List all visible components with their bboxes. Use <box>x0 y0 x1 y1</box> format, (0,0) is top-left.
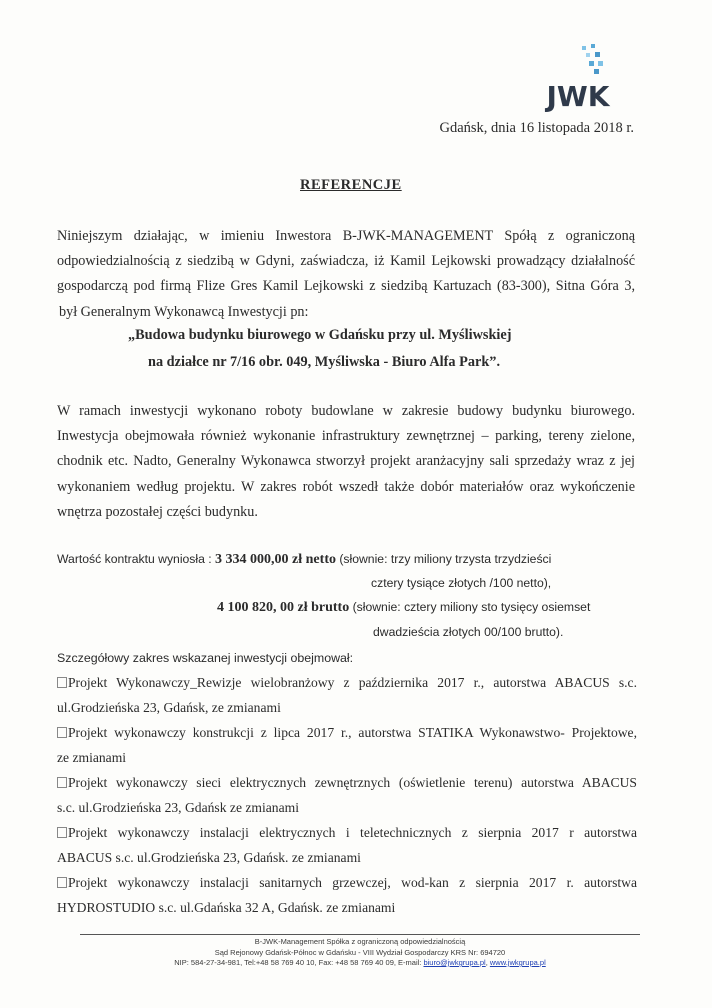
list-item <box>57 870 637 920</box>
net-words-1: (słownie: trzy miliony trzysta trzydzieści <box>335 552 552 566</box>
list-item-line: ul.Grodzieńska 23, Gdańsk, ze zmianami <box>57 700 281 715</box>
scope-line: chodnik etc. Nadto, Generalny Wykonawca stworzył projekt aranżacyjny sali sprzedaży wraz z jej <box>57 453 635 470</box>
list-item-line: ABACUS s.c. ul.Grodzieńska 23, Gdańsk. ze zmianami <box>57 850 361 865</box>
list-item-line: Projekt wykonawczy instalacji sanitarnych grzewczej, wod-kan z sierpnia 2017 r. autorstwa <box>68 875 637 890</box>
footer-contact-text: NIP: 584-27-34-981, Tel:+48 58 769 40 10, Fax: +48 58 769 40 09, E-mail: <box>174 958 424 967</box>
checkbox-bullet-icon <box>57 877 67 888</box>
list-item-line: Projekt Wykonawczy_Rewizje wielobranżowy z października 2017 r., autorstwa ABACUS s.c. <box>68 675 637 690</box>
intro-line: Niniejszym działając, w imieniu Inwestora B-JWK-MANAGEMENT Spółą z ograniczoną <box>57 228 635 244</box>
scope-line: wnętrza pozostałej części budynku. <box>57 503 258 520</box>
list-item <box>57 820 637 870</box>
company-logo <box>538 42 618 114</box>
list-item <box>57 770 637 820</box>
list-item <box>57 670 637 720</box>
net-amount: 3 334 000,00 zł netto <box>215 552 336 567</box>
logo-text: JWK <box>546 80 610 113</box>
intro-line: gospodarczą pod firmą Flize Gres Kamil Lejkowski z siedzibą Kartuzach (83-300), Sitna Góra 3, <box>57 278 635 295</box>
footer-email-link[interactable]: biuro@jwkgrupa.pl <box>423 958 486 967</box>
footer-website-link[interactable]: www.jwkgrupa.pl <box>489 958 546 967</box>
investment-name-line-2: na działce nr 7/16 obr. 049, Myśliwska - Biuro Alfa Park”. <box>148 354 501 370</box>
list-item-line: ze zmianami <box>57 750 127 765</box>
scope-line: Inwestycja obejmowała również wykonanie infrastruktury zewnętrznej – parking, tereny zielone, <box>57 428 635 445</box>
footer-court: Sąd Rejonowy Gdańsk-Północ w Gdańsku - VIII Wydział Gospodarczy KRS Nr: 694720 <box>214 947 506 957</box>
contract-label: Wartość kontraktu wyniosła : <box>57 552 216 566</box>
logo-dots-icon <box>538 42 618 82</box>
net-words-2: cztery tysiące złotych /100 netto), <box>371 576 552 590</box>
intro-line: był Generalnym Wykonawcą Inwestycji pn: <box>59 303 309 320</box>
checkbox-bullet-icon <box>57 827 67 838</box>
contract-net-row <box>57 552 551 568</box>
list-item-line: HYDROSTUDIO s.c. ul.Gdańska 32 A, Gdańsk. ze zmianami <box>57 900 396 915</box>
footer-company: B-JWK-Management Spółka z ograniczoną odpowiedzialnością <box>254 937 466 946</box>
gross-words-2: dwadzieścia złotych 00/100 brutto). <box>373 625 564 639</box>
footer <box>80 937 640 969</box>
list-item-line: Projekt wykonawczy konstrukcji z lipca 2017 r., autorstwa STATIKA Wykonawstwo- Projektowe, <box>68 725 637 740</box>
scope-line: W ramach inwestycji wykonano roboty budowlane w zakresie budowy budynku biurowego. <box>57 403 635 419</box>
footer-contact <box>80 958 640 969</box>
contract-value <box>57 546 657 646</box>
checkbox-bullet-icon <box>57 677 67 688</box>
checkbox-bullet-icon <box>57 727 67 738</box>
footer-separator: , <box>485 958 490 967</box>
list-item <box>57 720 637 770</box>
scope-paragraph <box>57 399 635 525</box>
intro-paragraph <box>57 224 635 325</box>
list-item-line: Projekt wykonawczy instalacji elektrycznych i teletechnicznych z sierpnia 2017 r autorstwa <box>68 825 637 840</box>
list-item-line: Projekt wykonawczy sieci elektrycznych zewnętrznych (oświetlenie terenu) autorstwa ABACUS <box>68 775 637 790</box>
page-title: REFERENCJE <box>300 177 402 193</box>
investment-name-line-1: „Budowa budynku biurowego w Gdańsku przy ul. Myśliwskiej <box>128 327 512 343</box>
intro-line: odpowiedzialnością z siedzibą w Gdyni, zaświadcza, iż Kamil Lejkowski prowadzący działalność <box>57 253 635 270</box>
gross-amount: 4 100 820, 00 zł brutto <box>217 600 350 615</box>
list-item-line: s.c. ul.Grodzieńska 23, Gdańsk ze zmianami <box>57 800 299 815</box>
footer-divider <box>80 934 640 935</box>
gross-words-1: (słownie: cztery miliony sto tysięcy osiemset <box>349 600 591 614</box>
date-line: Gdańsk, dnia 16 listopada 2018 r. <box>439 120 634 136</box>
details-heading: Szczegółowy zakres wskazanej inwestycji obejmował: <box>57 651 354 665</box>
scope-line: wykonaniem według projektu. W zakres robót wszedł także dobór materiałów oraz wykończenie <box>57 478 635 495</box>
checkbox-bullet-icon <box>57 777 67 788</box>
contract-gross-row <box>217 600 590 616</box>
